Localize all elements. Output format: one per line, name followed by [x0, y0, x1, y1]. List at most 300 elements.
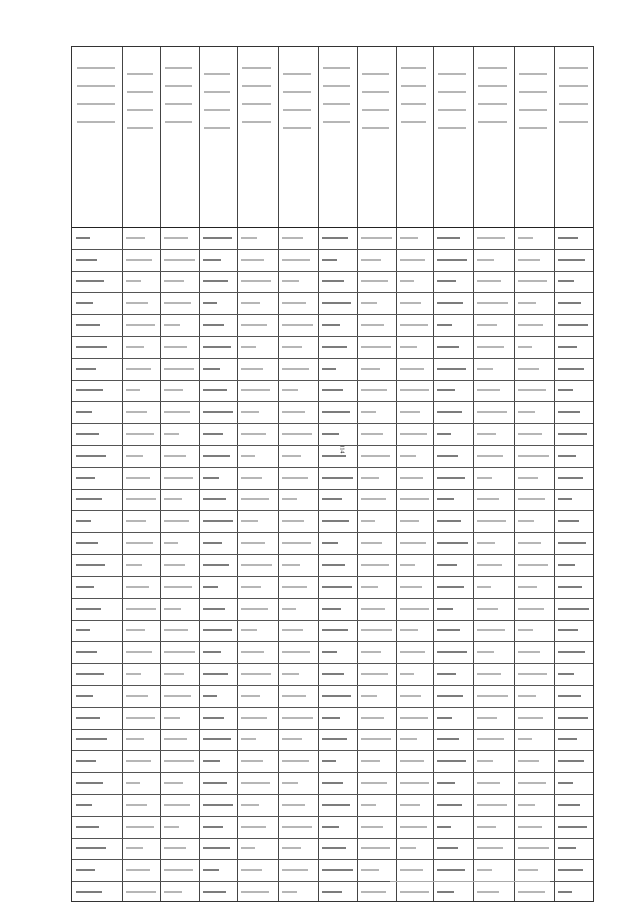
header-text-smudge: [438, 73, 466, 75]
cell-text-smudge: [282, 673, 299, 675]
cell-text-smudge: [558, 738, 577, 740]
header-text-smudge: [401, 121, 426, 123]
cell-text-smudge: [241, 302, 260, 304]
cell-text-smudge: [518, 782, 546, 784]
cell-text-smudge: [361, 411, 376, 413]
cell-text-smudge: [361, 346, 391, 348]
cell-text-smudge: [361, 433, 383, 435]
cell-text-smudge: [203, 324, 224, 326]
cell-text-smudge: [361, 586, 378, 588]
cell-text-smudge: [164, 738, 187, 740]
cell-text-smudge: [164, 629, 188, 631]
cell-text-smudge: [477, 869, 492, 871]
cell-text-smudge: [400, 520, 419, 522]
cell-text-smudge: [477, 629, 505, 631]
cell-text-smudge: [437, 324, 452, 326]
cell-text-smudge: [437, 302, 463, 304]
cell-text-smudge: [76, 651, 97, 653]
header-text-smudge: [165, 121, 192, 123]
cell-text-smudge: [400, 673, 414, 675]
cell-text-smudge: [437, 564, 457, 566]
cell-text-smudge: [322, 368, 336, 370]
cell-text-smudge: [126, 324, 155, 326]
cell-text-smudge: [361, 629, 392, 631]
grid-hline: [72, 750, 593, 751]
cell-text-smudge: [282, 280, 299, 282]
cell-text-smudge: [322, 782, 343, 784]
cell-text-smudge: [164, 869, 193, 871]
cell-text-smudge: [400, 891, 429, 893]
cell-text-smudge: [126, 673, 141, 675]
cell-text-smudge: [164, 455, 186, 457]
cell-text-smudge: [361, 847, 390, 849]
cell-text-smudge: [282, 411, 305, 413]
cell-text-smudge: [361, 673, 388, 675]
footer-rule: [390, 881, 550, 882]
cell-text-smudge: [164, 651, 195, 653]
cell-text-smudge: [282, 477, 308, 479]
cell-text-smudge: [437, 498, 454, 500]
cell-text-smudge: [76, 542, 98, 544]
header-text-smudge: [323, 121, 350, 123]
cell-text-smudge: [518, 455, 549, 457]
cell-text-smudge: [437, 389, 455, 391]
grid-hline: [72, 380, 593, 381]
grid-hline: [72, 467, 593, 468]
grid-hline: [72, 685, 593, 686]
cell-text-smudge: [361, 651, 381, 653]
cell-text-smudge: [76, 259, 97, 261]
cell-text-smudge: [203, 586, 218, 588]
cell-text-smudge: [400, 782, 429, 784]
cell-text-smudge: [203, 651, 221, 653]
grid-hline: [72, 838, 593, 839]
cell-text-smudge: [322, 411, 350, 413]
cell-text-smudge: [361, 760, 380, 762]
cell-text-smudge: [203, 826, 223, 828]
cell-text-smudge: [164, 847, 186, 849]
cell-text-smudge: [322, 237, 348, 239]
cell-text-smudge: [477, 433, 496, 435]
cell-text-smudge: [126, 346, 144, 348]
cell-text-smudge: [76, 433, 99, 435]
cell-text-smudge: [241, 542, 265, 544]
cell-text-smudge: [558, 477, 583, 479]
cell-text-smudge: [282, 520, 304, 522]
cell-text-smudge: [164, 324, 180, 326]
cell-text-smudge: [164, 411, 190, 413]
cell-text-smudge: [361, 302, 377, 304]
cell-text-smudge: [437, 477, 465, 479]
cell-text-smudge: [437, 411, 462, 413]
cell-text-smudge: [241, 651, 264, 653]
cell-text-smudge: [437, 869, 465, 871]
cell-text-smudge: [361, 280, 388, 282]
cell-text-smudge: [203, 869, 219, 871]
grid-hline: [72, 423, 593, 424]
cell-text-smudge: [126, 695, 148, 697]
cell-text-smudge: [203, 433, 223, 435]
cell-text-smudge: [126, 564, 142, 566]
header-text-smudge: [478, 85, 507, 87]
cell-text-smudge: [400, 346, 417, 348]
header-text-smudge: [559, 121, 588, 123]
cell-text-smudge: [322, 826, 339, 828]
cell-text-smudge: [558, 847, 576, 849]
cell-text-smudge: [241, 564, 272, 566]
cell-text-smudge: [437, 695, 463, 697]
cell-text-smudge: [76, 498, 102, 500]
header-text-smudge: [242, 67, 271, 69]
header-text-smudge: [165, 103, 192, 105]
grid-hline: [72, 358, 593, 359]
grid-hline: [72, 510, 593, 511]
cell-text-smudge: [437, 738, 459, 740]
header-text-smudge: [242, 121, 271, 123]
cell-text-smudge: [282, 586, 307, 588]
header-text-smudge: [401, 103, 426, 105]
cell-text-smudge: [558, 608, 589, 610]
cell-text-smudge: [164, 717, 180, 719]
header-text-smudge: [438, 127, 466, 129]
cell-text-smudge: [241, 455, 255, 457]
header-text-smudge: [204, 127, 230, 129]
cell-text-smudge: [437, 717, 452, 719]
cell-text-smudge: [437, 891, 454, 893]
cell-text-smudge: [400, 608, 429, 610]
cell-text-smudge: [203, 608, 225, 610]
cell-text-smudge: [76, 586, 94, 588]
cell-text-smudge: [558, 651, 585, 653]
cell-text-smudge: [558, 324, 588, 326]
cell-text-smudge: [361, 738, 391, 740]
cell-text-smudge: [164, 389, 183, 391]
cell-text-smudge: [241, 411, 259, 413]
cell-text-smudge: [400, 760, 424, 762]
cell-text-smudge: [203, 411, 233, 413]
cell-text-smudge: [282, 542, 311, 544]
cell-text-smudge: [477, 324, 497, 326]
cell-text-smudge: [76, 826, 99, 828]
cell-text-smudge: [361, 237, 392, 239]
cell-text-smudge: [76, 869, 95, 871]
cell-text-smudge: [400, 564, 415, 566]
cell-text-smudge: [558, 280, 574, 282]
cell-text-smudge: [126, 237, 145, 239]
cell-text-smudge: [282, 498, 297, 500]
cell-text-smudge: [477, 411, 507, 413]
cell-text-smudge: [361, 564, 389, 566]
cell-text-smudge: [203, 368, 220, 370]
cell-text-smudge: [518, 542, 541, 544]
grid-hline: [72, 249, 593, 250]
cell-text-smudge: [203, 542, 222, 544]
cell-text-smudge: [322, 455, 346, 457]
cell-text-smudge: [477, 651, 494, 653]
cell-text-smudge: [518, 586, 537, 588]
cell-text-smudge: [241, 891, 269, 893]
cell-text-smudge: [241, 760, 263, 762]
cell-text-smudge: [76, 302, 93, 304]
cell-text-smudge: [322, 760, 336, 762]
rotated-table: [71, 46, 594, 902]
cell-text-smudge: [282, 237, 303, 239]
cell-text-smudge: [400, 542, 426, 544]
cell-text-smudge: [322, 324, 340, 326]
cell-text-smudge: [76, 847, 106, 849]
cell-text-smudge: [76, 738, 107, 740]
cell-text-smudge: [361, 520, 375, 522]
cell-text-smudge: [241, 782, 270, 784]
cell-text-smudge: [164, 782, 183, 784]
cell-text-smudge: [76, 717, 100, 719]
cell-text-smudge: [477, 498, 499, 500]
cell-text-smudge: [76, 608, 101, 610]
header-text-smudge: [401, 67, 426, 69]
grid-hline: [72, 532, 593, 533]
cell-text-smudge: [477, 717, 497, 719]
cell-text-smudge: [558, 804, 580, 806]
cell-text-smudge: [126, 542, 153, 544]
cell-text-smudge: [203, 237, 232, 239]
cell-text-smudge: [518, 826, 542, 828]
cell-text-smudge: [126, 302, 148, 304]
cell-text-smudge: [126, 280, 141, 282]
cell-text-smudge: [126, 738, 144, 740]
cell-text-smudge: [400, 302, 421, 304]
grid-hline: [72, 336, 593, 337]
cell-text-smudge: [477, 302, 508, 304]
cell-text-smudge: [126, 717, 155, 719]
header-text-smudge: [559, 103, 588, 105]
cell-text-smudge: [437, 826, 451, 828]
cell-text-smudge: [126, 847, 143, 849]
cell-text-smudge: [558, 869, 583, 871]
cell-text-smudge: [477, 564, 502, 566]
cell-text-smudge: [518, 411, 535, 413]
header-text-smudge: [165, 67, 192, 69]
cell-text-smudge: [322, 433, 339, 435]
cell-text-smudge: [282, 368, 309, 370]
header-text-smudge: [478, 67, 507, 69]
cell-text-smudge: [76, 324, 100, 326]
cell-text-smudge: [241, 847, 255, 849]
cell-text-smudge: [400, 629, 418, 631]
cell-text-smudge: [477, 695, 508, 697]
cell-text-smudge: [400, 455, 416, 457]
cell-text-smudge: [164, 477, 193, 479]
grid-hline: [72, 641, 593, 642]
cell-text-smudge: [400, 324, 428, 326]
header-text-smudge: [519, 73, 547, 75]
header-text-smudge: [77, 85, 115, 87]
header-text-smudge: [519, 91, 547, 93]
cell-text-smudge: [164, 433, 179, 435]
header-text-smudge: [401, 85, 426, 87]
header-text-smudge: [77, 67, 115, 69]
cell-text-smudge: [76, 760, 96, 762]
cell-text-smudge: [282, 847, 301, 849]
cell-text-smudge: [203, 695, 217, 697]
cell-text-smudge: [164, 520, 189, 522]
grid-hline: [72, 816, 593, 817]
cell-text-smudge: [558, 411, 580, 413]
cell-text-smudge: [477, 237, 505, 239]
cell-text-smudge: [400, 259, 425, 261]
cell-text-smudge: [241, 869, 262, 871]
cell-text-smudge: [126, 520, 146, 522]
cell-text-smudge: [477, 673, 501, 675]
cell-text-smudge: [322, 346, 347, 348]
cell-text-smudge: [400, 237, 418, 239]
cell-text-smudge: [322, 302, 351, 304]
cell-text-smudge: [322, 564, 345, 566]
cell-text-smudge: [558, 586, 582, 588]
cell-text-smudge: [126, 455, 143, 457]
cell-text-smudge: [203, 389, 227, 391]
cell-text-smudge: [437, 455, 458, 457]
cell-text-smudge: [477, 455, 503, 457]
cell-text-smudge: [203, 564, 229, 566]
cell-text-smudge: [400, 717, 428, 719]
cell-text-smudge: [76, 368, 96, 370]
cell-text-smudge: [518, 302, 536, 304]
cell-text-smudge: [241, 673, 271, 675]
cell-text-smudge: [282, 455, 301, 457]
cell-text-smudge: [126, 477, 150, 479]
cell-text-smudge: [322, 695, 351, 697]
header-text-smudge: [559, 67, 588, 69]
header-text-smudge: [362, 127, 389, 129]
cell-text-smudge: [203, 346, 231, 348]
cell-text-smudge: [322, 498, 342, 500]
cell-text-smudge: [477, 477, 492, 479]
cell-text-smudge: [400, 477, 423, 479]
cell-text-smudge: [76, 891, 102, 893]
cell-text-smudge: [558, 826, 587, 828]
grid-hline: [72, 620, 593, 621]
cell-text-smudge: [164, 608, 181, 610]
grid-hline: [72, 445, 593, 446]
header-text-smudge: [127, 73, 153, 75]
cell-text-smudge: [518, 608, 544, 610]
cell-text-smudge: [518, 891, 545, 893]
header-text-smudge: [559, 85, 588, 87]
cell-text-smudge: [126, 368, 151, 370]
cell-text-smudge: [164, 368, 194, 370]
cell-text-smudge: [282, 608, 296, 610]
cell-text-smudge: [361, 324, 384, 326]
header-text-smudge: [283, 73, 311, 75]
cell-text-smudge: [282, 346, 302, 348]
cell-text-smudge: [241, 826, 266, 828]
cell-text-smudge: [558, 782, 573, 784]
cell-text-smudge: [477, 520, 506, 522]
cell-text-smudge: [203, 673, 228, 675]
header-text-smudge: [478, 103, 507, 105]
cell-text-smudge: [322, 717, 340, 719]
grid-hline: [72, 314, 593, 315]
cell-text-smudge: [322, 586, 352, 588]
cell-text-smudge: [203, 280, 228, 282]
cell-text-smudge: [437, 673, 456, 675]
cell-text-smudge: [518, 564, 548, 566]
cell-text-smudge: [203, 520, 233, 522]
cell-text-smudge: [400, 389, 429, 391]
cell-text-smudge: [164, 564, 185, 566]
cell-text-smudge: [126, 782, 140, 784]
cell-text-smudge: [241, 259, 264, 261]
header-text-smudge: [362, 109, 389, 111]
cell-text-smudge: [241, 717, 267, 719]
cell-text-smudge: [322, 673, 344, 675]
cell-text-smudge: [322, 542, 338, 544]
cell-text-smudge: [322, 651, 337, 653]
grid-hline: [72, 663, 593, 664]
header-text-smudge: [323, 103, 350, 105]
cell-text-smudge: [400, 651, 425, 653]
cell-text-smudge: [518, 346, 532, 348]
header-text-smudge: [438, 91, 466, 93]
cell-text-smudge: [518, 280, 547, 282]
grid-hline: [72, 707, 593, 708]
cell-text-smudge: [241, 629, 257, 631]
cell-text-smudge: [76, 477, 95, 479]
cell-text-smudge: [203, 804, 233, 806]
cell-text-smudge: [282, 782, 298, 784]
cell-text-smudge: [76, 673, 104, 675]
cell-text-smudge: [126, 826, 154, 828]
cell-text-smudge: [558, 695, 581, 697]
cell-text-smudge: [322, 477, 353, 479]
cell-text-smudge: [282, 564, 300, 566]
cell-text-smudge: [322, 280, 344, 282]
cell-text-smudge: [400, 498, 429, 500]
cell-text-smudge: [282, 433, 312, 435]
cell-text-smudge: [437, 259, 467, 261]
cell-text-smudge: [518, 477, 538, 479]
cell-text-smudge: [361, 498, 386, 500]
cell-text-smudge: [361, 869, 379, 871]
cell-text-smudge: [477, 586, 491, 588]
cell-text-smudge: [558, 760, 584, 762]
cell-text-smudge: [282, 826, 312, 828]
cell-text-smudge: [322, 847, 346, 849]
cell-text-smudge: [203, 455, 230, 457]
cell-text-smudge: [76, 520, 91, 522]
cell-text-smudge: [203, 498, 226, 500]
cell-text-smudge: [361, 455, 390, 457]
cell-text-smudge: [126, 760, 151, 762]
cell-text-smudge: [241, 346, 256, 348]
cell-text-smudge: [518, 847, 549, 849]
cell-text-smudge: [241, 738, 256, 740]
cell-text-smudge: [164, 498, 182, 500]
header-text-smudge: [283, 91, 311, 93]
cell-text-smudge: [518, 651, 540, 653]
cell-text-smudge: [76, 237, 90, 239]
cell-text-smudge: [322, 520, 349, 522]
cell-text-smudge: [518, 738, 532, 740]
cell-text-smudge: [76, 280, 104, 282]
cell-text-smudge: [361, 542, 382, 544]
header-text-smudge: [519, 127, 547, 129]
cell-text-smudge: [518, 368, 539, 370]
cell-text-smudge: [400, 586, 422, 588]
cell-text-smudge: [282, 891, 297, 893]
cell-text-smudge: [164, 302, 191, 304]
cell-text-smudge: [518, 629, 533, 631]
